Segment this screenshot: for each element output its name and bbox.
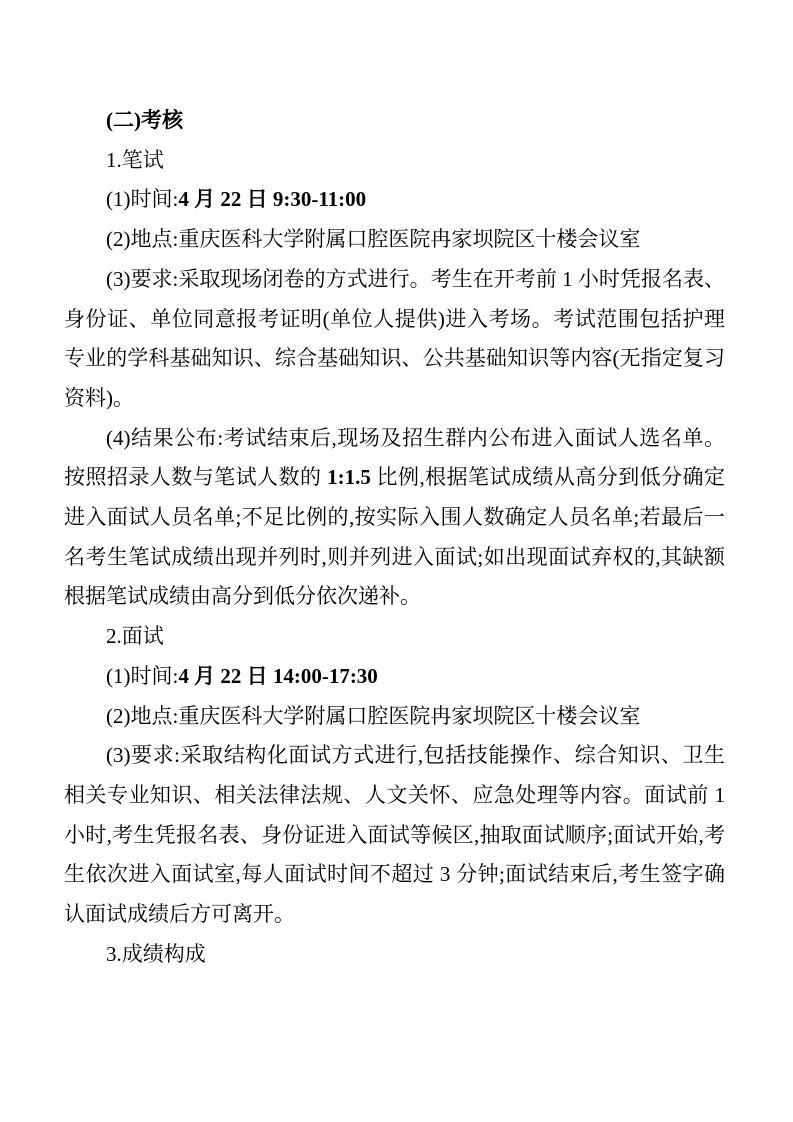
text-run: 3.成绩构成 — [106, 941, 206, 966]
written-test-time-value: 4 月 22 日 9:30-11:00 — [178, 187, 367, 212]
item-1-written-test-title — [64, 141, 725, 181]
text-run: (1)时间: — [106, 187, 179, 212]
section-heading-text: (二)考核 — [106, 108, 183, 132]
text-run: (2)地点:重庆医科大学附属口腔医院冉家坝院区十楼会议室 — [106, 703, 641, 728]
written-test-results — [64, 419, 725, 618]
written-test-time — [64, 180, 725, 220]
written-test-requirements — [64, 260, 725, 419]
item-2-interview-title — [64, 617, 725, 657]
text-run: (1)时间: — [106, 663, 179, 688]
interview-location — [64, 697, 725, 737]
text-run: (3)要求:采取现场闭卷的方式进行。考生在开考前 1 小时凭报名表、身份证、单位同意报考证明(单位人提供)进入考场。考试范围包括护理专业的学科基础知识、综合基础知识、公共基础知识等内容(无指定复习资料)。 — [64, 266, 725, 410]
interview-time-value: 4 月 22 日 14:00-17:30 — [178, 663, 378, 688]
text-run: 1.笔试 — [106, 147, 164, 172]
ratio-value: 1:1.5 — [327, 465, 371, 490]
interview-time — [64, 657, 725, 697]
written-test-location — [64, 220, 725, 260]
section-heading — [64, 101, 725, 141]
text-run: 2.面试 — [106, 624, 164, 649]
interview-requirements — [64, 736, 725, 935]
document-content — [64, 101, 725, 974]
item-3-score-composition-title — [64, 935, 725, 975]
text-run: (2)地点:重庆医科大学附属口腔医院冉家坝院区十楼会议室 — [106, 227, 641, 252]
text-run: 比例,根据笔试成绩从高分到低分确定进入面试人员名单;不足比例的,按实际入围人数确定人员名单;若最后一名考生笔试成绩出现并列时,则并列进入面试;如出现面试弃权的,其缺额根据笔试成绩由高分到低分依次递补。 — [64, 465, 726, 609]
text-run: (3)要求:采取结构化面试方式进行,包括技能操作、综合知识、卫生相关专业知识、相关法律法规、人文关怀、应急处理等内容。面试前 1 小时,考生凭报名表、身份证进入面试等候区,抽取面试顺序;面试开始,考生依次进入面试室,每人面试时间不超过 3 分钟;面试结束后,考生签字确认面试成绩后方可离开。 — [64, 743, 725, 927]
text-run: (4)结果公布:考试结束后,现场及招生群内公布进入面试人选名单。按照招录人数与笔试人数的 — [64, 425, 725, 490]
